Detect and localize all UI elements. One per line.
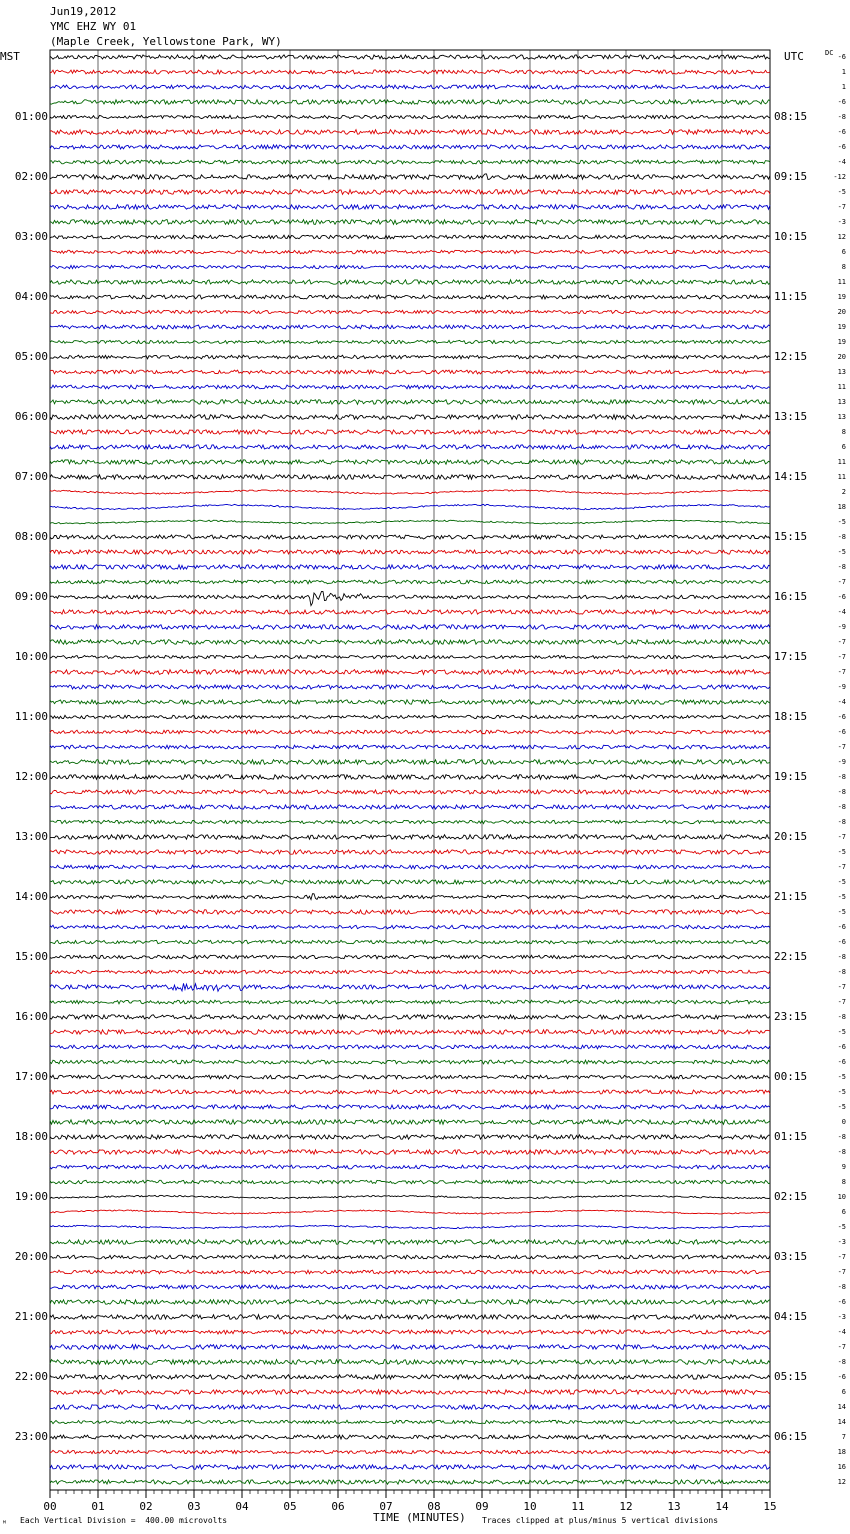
hour-label-mst: 04:00 — [14, 290, 48, 303]
dc-offset-label: -5 — [837, 1028, 846, 1036]
seismic-trace — [50, 490, 770, 494]
dc-offset-label: -7 — [837, 998, 846, 1006]
seismic-trace — [50, 1450, 770, 1453]
seismic-trace — [50, 310, 770, 313]
left-zone-label: MST — [0, 50, 20, 63]
x-tick-label: 07 — [379, 1500, 393, 1513]
x-tick-label: 01 — [91, 1500, 105, 1513]
dc-offset-label: 0 — [841, 1118, 846, 1126]
dc-offset-label: 11 — [837, 473, 846, 481]
dc-offset-label: -8 — [837, 1283, 846, 1291]
seismic-trace — [50, 250, 770, 253]
seismic-trace — [50, 460, 770, 464]
seismic-trace — [50, 1165, 770, 1169]
dc-offset-label: -5 — [837, 1223, 846, 1231]
seismic-trace — [50, 190, 770, 195]
hour-label-utc: 19:15 — [774, 770, 808, 783]
hour-label-utc: 18:15 — [774, 710, 808, 723]
seismic-trace — [50, 174, 770, 180]
clip-note: Traces clipped at plus/minus 5 vertical divisions — [482, 1516, 719, 1525]
right-zone-label: UTC — [784, 50, 804, 63]
seismic-trace — [50, 100, 770, 105]
seismic-trace — [50, 685, 770, 689]
seismic-trace — [50, 400, 770, 405]
dc-offset-label: -7 — [837, 863, 846, 871]
seismic-trace — [50, 205, 770, 210]
x-tick-label: 15 — [763, 1500, 777, 1513]
seismic-trace — [50, 1420, 770, 1423]
dc-offset-label: 7 — [841, 1433, 846, 1441]
seismic-trace — [50, 610, 770, 614]
dc-offset-label: 10 — [837, 1193, 846, 1201]
dc-offset-label: -3 — [837, 218, 846, 226]
dc-offset-label: -7 — [837, 578, 846, 586]
dc-offset-label: 6 — [841, 248, 846, 256]
dc-offset-label: -5 — [837, 548, 846, 556]
dc-offset-label: -7 — [837, 638, 846, 646]
seismic-trace — [50, 55, 770, 59]
x-tick-label: 14 — [715, 1500, 729, 1513]
dc-offset-label: -5 — [837, 1103, 846, 1111]
x-tick-label: 05 — [283, 1500, 297, 1513]
seismic-trace — [50, 130, 770, 135]
seismic-trace — [50, 1045, 770, 1049]
hour-label-mst: 11:00 — [14, 710, 48, 723]
seismic-trace — [50, 1480, 770, 1484]
hour-label-mst: 01:00 — [14, 110, 48, 123]
dc-offset-label: 12 — [837, 1478, 846, 1486]
hour-label-mst: 15:00 — [14, 950, 48, 963]
dc-offset-label: -9 — [837, 758, 846, 766]
dc-offset-label: -6 — [837, 1058, 846, 1066]
hour-label-utc: 06:15 — [774, 1430, 808, 1443]
chart-location: (Maple Creek, Yellowstone Park, WY) — [50, 35, 282, 48]
seismic-trace — [50, 1465, 770, 1470]
dc-offset-label: -8 — [837, 533, 846, 541]
dc-offset-label: -7 — [837, 203, 846, 211]
dc-offset-label: -7 — [837, 833, 846, 841]
hour-label-utc: 13:15 — [774, 410, 808, 423]
dc-offset-label: -5 — [837, 518, 846, 526]
x-tick-label: 09 — [475, 1500, 489, 1513]
x-tick-label: 03 — [187, 1500, 201, 1513]
dc-offset-label: 13 — [837, 413, 846, 421]
dc-offset-label: 18 — [837, 503, 846, 511]
seismic-trace — [50, 430, 770, 434]
hour-label-mst: 19:00 — [14, 1190, 48, 1203]
seismic-trace — [50, 1240, 770, 1245]
hour-label-mst: 05:00 — [14, 350, 48, 363]
hour-label-mst: 09:00 — [14, 590, 48, 603]
seismic-trace — [50, 1375, 770, 1380]
seismic-trace — [50, 1405, 770, 1409]
hour-label-utc: 21:15 — [774, 890, 808, 903]
hour-label-mst: 03:00 — [14, 230, 48, 243]
dc-offset-label: -4 — [837, 608, 846, 616]
seismic-trace — [50, 1345, 770, 1350]
seismic-trace — [50, 865, 770, 869]
seismic-trace — [50, 1135, 770, 1139]
hour-label-mst: 17:00 — [14, 1070, 48, 1083]
dc-offset-label: 20 — [837, 308, 846, 316]
hour-label-mst: 10:00 — [14, 650, 48, 663]
dc-offset-label: 19 — [837, 323, 846, 331]
seismic-trace — [50, 355, 770, 359]
dc-offset-label: 8 — [841, 428, 846, 436]
seismic-trace — [50, 520, 770, 524]
hour-label-mst: 16:00 — [14, 1010, 48, 1023]
seismic-trace — [50, 1030, 770, 1035]
seismic-trace — [50, 640, 770, 645]
dc-offset-label: 11 — [837, 458, 846, 466]
seismic-trace — [50, 1255, 770, 1259]
hour-label-mst: 22:00 — [14, 1370, 48, 1383]
seismic-trace — [50, 805, 770, 809]
dc-offset-label: -4 — [837, 1328, 846, 1336]
seismic-trace — [50, 1390, 770, 1395]
hour-label-utc: 01:15 — [774, 1130, 808, 1143]
dc-offset-label: 8 — [841, 263, 846, 271]
seismic-trace — [50, 550, 770, 554]
seismic-trace — [50, 970, 770, 973]
x-tick-label: 06 — [331, 1500, 345, 1513]
hour-label-utc: 04:15 — [774, 1310, 808, 1323]
seismic-trace — [50, 370, 770, 374]
dc-offset-label: 6 — [841, 1388, 846, 1396]
dc-offset-label: -7 — [837, 1268, 846, 1276]
x-tick-label: 02 — [139, 1500, 153, 1513]
dc-offset-label: -6 — [837, 128, 846, 136]
seismic-trace — [50, 504, 770, 509]
seismic-trace — [50, 775, 770, 780]
dc-offset-label: -6 — [837, 143, 846, 151]
x-tick-label: 11 — [571, 1500, 585, 1513]
dc-offset-label: -12 — [833, 173, 846, 181]
chart-station: YMC EHZ WY 01 — [50, 20, 137, 33]
dc-offset-label: 12 — [837, 233, 846, 241]
seismic-trace — [50, 745, 770, 749]
hour-label-mst: 14:00 — [14, 890, 48, 903]
dc-offset-label: -6 — [837, 1043, 846, 1051]
hour-label-utc: 16:15 — [774, 590, 808, 603]
seismic-trace — [50, 894, 770, 900]
dc-offset-label: -5 — [837, 188, 846, 196]
seismic-trace — [50, 340, 770, 343]
seismic-trace — [50, 325, 770, 329]
dc-offset-label: -6 — [837, 98, 846, 106]
dc-offset-label: 20 — [837, 353, 846, 361]
seismic-trace — [50, 820, 770, 823]
dc-offset-label: -5 — [837, 848, 846, 856]
hour-label-utc: 11:15 — [774, 290, 808, 303]
dc-offset-label: -5 — [837, 1088, 846, 1096]
seismic-trace — [50, 625, 770, 629]
dc-offset-label: -8 — [837, 953, 846, 961]
seismic-trace — [50, 670, 770, 675]
seismic-trace — [50, 1225, 770, 1228]
dc-offset-label: -8 — [837, 1148, 846, 1156]
dc-offset-label: -8 — [837, 1013, 846, 1021]
seismic-trace — [50, 385, 770, 389]
dc-offset-label: -6 — [837, 53, 846, 61]
seismic-trace — [50, 1195, 770, 1198]
dc-offset-label: -6 — [837, 1298, 846, 1306]
dc-offset-label: -7 — [837, 743, 846, 751]
hour-label-utc: 20:15 — [774, 830, 808, 843]
dc-offset-label: -8 — [837, 968, 846, 976]
hour-label-utc: 02:15 — [774, 1190, 808, 1203]
seismic-trace — [50, 70, 770, 74]
dc-offset-label: -6 — [837, 728, 846, 736]
seismic-trace — [50, 1360, 770, 1365]
seismic-trace — [50, 535, 770, 539]
dc-offset-label: -8 — [837, 113, 846, 121]
seismic-trace — [50, 1075, 770, 1079]
chart-date: Jun19,2012 — [50, 5, 117, 18]
hour-label-mst: 21:00 — [14, 1310, 48, 1323]
seismic-trace — [50, 565, 770, 569]
hour-label-utc: 17:15 — [774, 650, 808, 663]
dc-offset-label: 2 — [841, 488, 846, 496]
dc-offset-label: 18 — [837, 1448, 846, 1456]
hour-label-utc: 23:15 — [774, 1010, 808, 1023]
seismic-trace — [50, 790, 770, 794]
dc-offset-label: -3 — [837, 1238, 846, 1246]
dc-offset-label: -6 — [837, 938, 846, 946]
dc-label: DC — [825, 49, 834, 57]
dc-offset-label: 6 — [841, 443, 846, 451]
dc-offset-label: -4 — [837, 698, 846, 706]
dc-offset-label: 1 — [841, 68, 846, 76]
seismic-trace — [50, 145, 770, 149]
x-tick-label: 00 — [43, 1500, 57, 1513]
hour-label-mst: 08:00 — [14, 530, 48, 543]
dc-offset-label: -8 — [837, 773, 846, 781]
seismic-trace — [50, 580, 770, 584]
seismic-trace — [50, 880, 770, 884]
dc-offset-label: 14 — [837, 1403, 846, 1411]
scale-note: Each Vertical Division = 400.00 microvolts — [20, 1516, 228, 1525]
seismic-trace — [50, 445, 770, 449]
dc-offset-label: -6 — [837, 923, 846, 931]
dc-offset-label: -6 — [837, 1373, 846, 1381]
dc-offset-label: 13 — [837, 368, 846, 376]
dc-offset-label: -7 — [837, 1253, 846, 1261]
dc-offset-label: -4 — [837, 158, 846, 166]
dc-offset-label: 14 — [837, 1418, 846, 1426]
dc-offset-label: -5 — [837, 893, 846, 901]
seismic-trace — [50, 1015, 770, 1019]
x-tick-label: 12 — [619, 1500, 633, 1513]
hour-label-utc: 22:15 — [774, 950, 808, 963]
hour-label-utc: 09:15 — [774, 170, 808, 183]
dc-offset-label: -7 — [837, 983, 846, 991]
seismic-trace — [50, 910, 770, 914]
seismic-trace — [50, 1330, 770, 1334]
dc-offset-label: 11 — [837, 383, 846, 391]
hour-label-mst: 06:00 — [14, 410, 48, 423]
hour-label-mst: 02:00 — [14, 170, 48, 183]
seismic-trace — [50, 1285, 770, 1289]
seismic-trace — [50, 983, 770, 991]
dc-offset-label: -7 — [837, 653, 846, 661]
hour-label-utc: 10:15 — [774, 230, 808, 243]
dc-offset-label: -3 — [837, 1313, 846, 1321]
hour-label-mst: 13:00 — [14, 830, 48, 843]
seismic-trace — [50, 1090, 770, 1094]
dc-offset-label: 8 — [841, 1178, 846, 1186]
seismic-trace — [50, 925, 770, 929]
seismic-trace — [50, 592, 770, 606]
hour-label-utc: 08:15 — [774, 110, 808, 123]
dc-offset-label: -5 — [837, 878, 846, 886]
x-tick-label: 08 — [427, 1500, 441, 1513]
hour-label-utc: 15:15 — [774, 530, 808, 543]
dc-offset-label: -8 — [837, 1358, 846, 1366]
corner-mark: ᴹ — [2, 1519, 7, 1528]
seismic-trace — [50, 1000, 770, 1004]
dc-offset-label: 9 — [841, 1163, 846, 1171]
seismic-trace — [50, 1270, 770, 1274]
x-tick-label: 13 — [667, 1500, 681, 1513]
seismic-trace — [50, 1315, 770, 1320]
seismic-trace — [50, 700, 770, 704]
hour-label-utc: 03:15 — [774, 1250, 808, 1263]
dc-offset-label: -8 — [837, 788, 846, 796]
seismic-trace — [50, 1150, 770, 1155]
seismic-trace — [50, 760, 770, 765]
seismic-trace — [50, 1435, 770, 1439]
hour-label-utc: 14:15 — [774, 470, 808, 483]
seismic-trace — [50, 160, 770, 164]
dc-offset-label: -7 — [837, 668, 846, 676]
x-axis-label: TIME (MINUTES) — [373, 1511, 466, 1524]
dc-offset-label: -8 — [837, 563, 846, 571]
seismic-trace — [50, 655, 770, 658]
seismic-trace — [50, 115, 770, 118]
dc-offset-label: 11 — [837, 278, 846, 286]
seismic-trace — [50, 940, 770, 943]
hour-label-mst: 18:00 — [14, 1130, 48, 1143]
dc-offset-label: -6 — [837, 593, 846, 601]
hour-label-utc: 05:15 — [774, 1370, 808, 1383]
seismic-trace — [50, 955, 770, 958]
x-tick-label: 04 — [235, 1500, 249, 1513]
seismic-trace — [50, 1180, 770, 1183]
hour-label-mst: 07:00 — [14, 470, 48, 483]
dc-offset-label: -6 — [837, 713, 846, 721]
hour-label-mst: 20:00 — [14, 1250, 48, 1263]
seismic-trace — [50, 1120, 770, 1125]
seismic-trace — [50, 280, 770, 284]
seismic-trace — [50, 730, 770, 734]
seismic-trace — [50, 265, 770, 268]
dc-offset-label: -9 — [837, 683, 846, 691]
hour-label-utc: 12:15 — [774, 350, 808, 363]
seismic-trace — [50, 1060, 770, 1064]
seismic-trace — [50, 850, 770, 854]
dc-offset-label: -8 — [837, 1133, 846, 1141]
dc-offset-label: 16 — [837, 1463, 846, 1471]
dc-offset-label: 6 — [841, 1208, 846, 1216]
dc-offset-label: -5 — [837, 1073, 846, 1081]
seismic-trace — [50, 235, 770, 239]
dc-offset-label: 19 — [837, 338, 846, 346]
dc-offset-label: -7 — [837, 1343, 846, 1351]
dc-offset-label: 13 — [837, 398, 846, 406]
hour-label-mst: 23:00 — [14, 1430, 48, 1443]
seismic-trace — [50, 295, 770, 299]
dc-offset-label: -5 — [837, 908, 846, 916]
dc-offset-label: -8 — [837, 818, 846, 826]
dc-offset-label: 19 — [837, 293, 846, 301]
dc-offset-label: 1 — [841, 83, 846, 91]
seismic-trace — [50, 1300, 770, 1305]
seismic-trace — [50, 220, 770, 225]
dc-offset-label: -8 — [837, 803, 846, 811]
seismic-trace — [50, 715, 770, 718]
seismic-trace — [50, 85, 770, 89]
seismic-trace — [50, 415, 770, 420]
seismic-trace — [50, 475, 770, 479]
hour-label-utc: 00:15 — [774, 1070, 808, 1083]
seismic-trace — [50, 1105, 770, 1109]
hour-label-mst: 12:00 — [14, 770, 48, 783]
seismic-trace — [50, 835, 770, 840]
x-tick-label: 10 — [523, 1500, 537, 1513]
seismic-trace — [50, 1210, 770, 1214]
dc-offset-label: -9 — [837, 623, 846, 631]
